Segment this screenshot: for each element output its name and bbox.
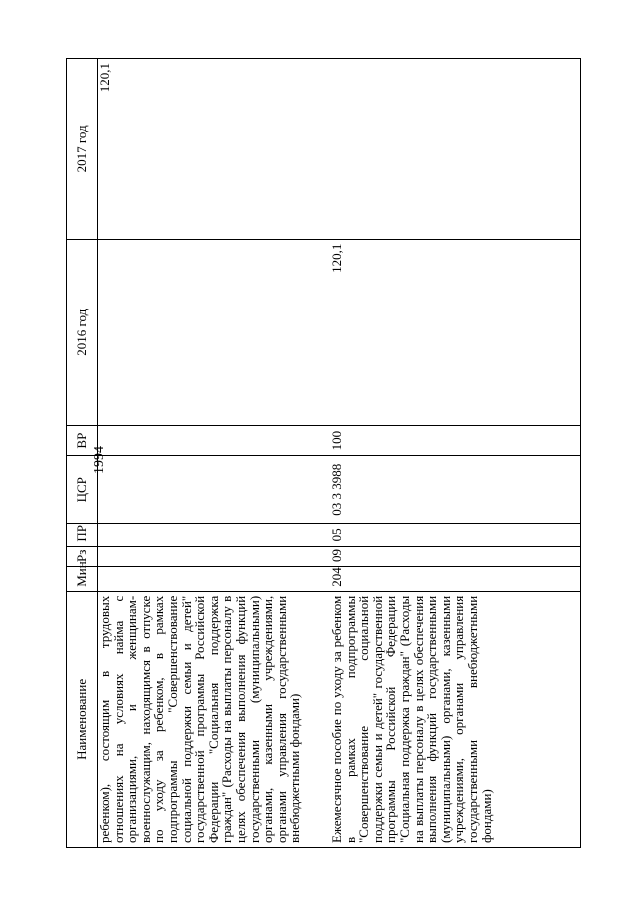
row-2017: 120,1 <box>98 59 331 240</box>
header-2017: 2017 год <box>67 59 98 240</box>
row-rz <box>98 546 331 566</box>
header-name: Наименование <box>67 591 98 847</box>
row-vr <box>98 425 331 455</box>
header-csr: ЦСР <box>67 456 98 524</box>
row-csr <box>98 456 331 524</box>
header-pr: ПР <box>67 524 98 547</box>
row-min <box>98 566 331 591</box>
row-2017 <box>330 59 581 240</box>
row-vr: 100 <box>330 425 581 455</box>
row-name: ребенком), состоящим в трудовых отношениях на условиях найма с организациями, и женщинам-военнослужащим, находящимся в отпуске по уходу за ребенком, в рамках подпрограммы "Совершенствование социальной поддержки семьи и детей" государственной программы Российской Федерации "Социальная поддержка граждан" (Расходы на выплаты персоналу в целях обеспечения выполнения функций государственными (муниципальными) органами, казенными учреждениями, органами управления государственными внебюджетными фондами) <box>98 591 331 847</box>
header-vr: ВР <box>67 425 98 455</box>
page-number: 1994 <box>92 446 107 474</box>
row-2016 <box>98 239 331 425</box>
row-name: Ежемесячное пособие по уходу за ребенком в рамках подпрограммы "Совершенствование социальной поддержки семьи и детей" государственной программы Российской Федерации "Социальная поддержка граждан" (Расходы на выплаты персоналу в целях обеспечения выполнения функций государственными (муниципальными) органами, казенными учреждениями, органами управления государственными внебюджетными фондами) <box>330 591 581 847</box>
table-header-row <box>67 59 98 848</box>
rotated-page-content <box>66 58 586 848</box>
row-pr: 05 <box>330 524 581 547</box>
row-min: 204 <box>330 566 581 591</box>
table-row <box>98 59 331 848</box>
table-row <box>330 59 581 848</box>
header-min: Мин <box>67 566 98 591</box>
header-rz: Рз <box>67 546 98 566</box>
row-pr <box>98 524 331 547</box>
budget-table <box>66 58 581 848</box>
row-2016: 120,1 <box>330 239 581 425</box>
header-2016: 2016 год <box>67 239 98 425</box>
row-rz: 09 <box>330 546 581 566</box>
row-csr: 03 3 3988 <box>330 456 581 524</box>
